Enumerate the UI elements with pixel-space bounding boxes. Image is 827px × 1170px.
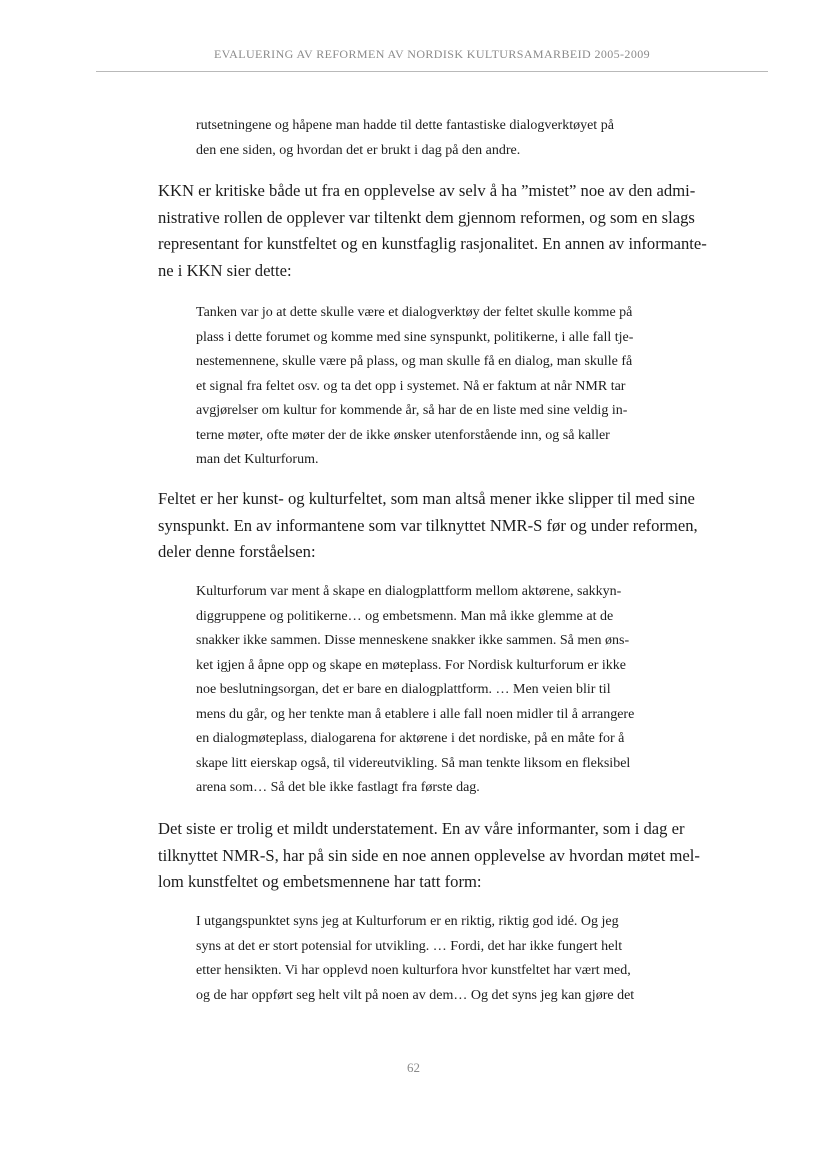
quote-line: et signal fra feltet osv. og ta det opp i systemet. Nå er faktum at når NMR tar (196, 378, 626, 394)
quote-line: ket igjen å åpne opp og skape en møteplass. For Nordisk kulturforum er ikke (196, 657, 627, 673)
quote-line: mens du går, og her tenkte man å etablere i alle fall noen midler til å arrangere (196, 706, 635, 722)
quote-line: skape litt eierskap også, til videreutvikling. Så man tenkte liksom en fleksibel (196, 755, 631, 771)
quote-line: rutsetningene og håpene man hadde til dette fantastiske dialogverktøyet på (196, 118, 614, 133)
block-quote-dialogverktoy (196, 301, 666, 473)
paragraph-line: ne i KKN sier dette: (158, 261, 292, 281)
paragraph-line: nistrative rollen de opplever var tiltenkt dem gjennom reformen, og som en slags (158, 207, 695, 227)
quote-line: terne møter, ofte møter der de ikke ønsker utenforstående inn, og så kaller (196, 427, 610, 443)
paragraph-line: deler denne forståelsen: (158, 542, 316, 562)
quote-line: den ene siden, og hvordan det er brukt i dag på den andre. (196, 142, 521, 158)
paragraph-line: synspunkt. En av informantene som var tilknyttet NMR-S før og under reformen, (158, 515, 698, 535)
quote-line: man det Kulturforum. (196, 452, 319, 467)
paragraph-line: lom kunstfeltet og embetsmennene har tatt form: (158, 872, 482, 892)
quote-line: snakker ikke sammen. Disse menneskene snakker ikke sammen. Så men øns- (196, 633, 630, 648)
quote-line: avgjørelser om kultur for kommende år, så har de en liste med sine veldig in- (196, 403, 628, 418)
quote-line: noe beslutningsorgan, det er bare en dialogplattform. … Men veien blir til (196, 682, 611, 697)
paragraph-line: KKN er kritiske både ut fra en opplevelse av selv å ha ”mistet” noe av den admi- (158, 181, 696, 200)
quote-line: diggruppene og politikerne… og embetsmenn. Man må ikke glemme at de (196, 608, 614, 624)
quote-line: I utgangspunktet syns jeg at Kulturforum er en riktig, riktig god idé. Og jeg (196, 914, 619, 929)
block-quote-utgangspunktet (196, 910, 666, 1008)
page-number: 62 (407, 1060, 420, 1075)
quote-line: syns at det er stort potensial for utvikling. … Fordi, det har ikke fungert helt (196, 938, 623, 954)
paragraph-line: tilknyttet NMR-S, har på sin side en noe annen opplevelse av hvordan møtet mel- (158, 845, 700, 865)
quote-line: arena som… Så det ble ikke fastlagt fra første dag. (196, 780, 480, 795)
quote-line: plass i dette forumet og komme med sine synspunkt, politikerne, i alle fall tje- (196, 329, 634, 345)
paragraph-kkn (158, 178, 706, 285)
header-divider (96, 71, 768, 72)
quote-line: etter hensikten. Vi har opplevd noen kulturfora hvor kunstfeltet har vært med, (196, 963, 631, 978)
quote-line: Kulturforum var ment å skape en dialogplattform mellom aktørene, sakkyn- (196, 584, 622, 599)
block-quote-continuation (196, 114, 666, 163)
paragraph-feltet (158, 486, 706, 566)
paragraph-line: Det siste er trolig et mildt understatement. En av våre informanter, som i dag er (158, 819, 685, 838)
paragraph-det-siste (158, 816, 706, 896)
block-quote-kulturforum (196, 580, 666, 801)
paragraph-line: representant for kunstfeltet og en kunstfaglig rasjonalitet. En annen av informante- (158, 234, 707, 254)
quote-line: Tanken var jo at dette skulle være et dialogverktøy der feltet skulle komme på (196, 305, 633, 320)
running-header: EVALUERING AV REFORMEN AV NORDISK KULTURSAMARBEID 2005-2009 (213, 47, 651, 61)
quote-line: og de har oppført seg helt vilt på noen av dem… Og det syns jeg kan gjøre det (196, 987, 635, 1003)
quote-line: en dialogmøteplass, dialogarena for aktørene i det nordiske, på en måte for å (196, 731, 625, 746)
quote-line: nestemennene, skulle være på plass, og man skulle få en dialog, man skulle få (196, 354, 633, 369)
paragraph-line: Feltet er her kunst- og kulturfeltet, som man altså mener ikke slipper til med sine (158, 489, 695, 508)
